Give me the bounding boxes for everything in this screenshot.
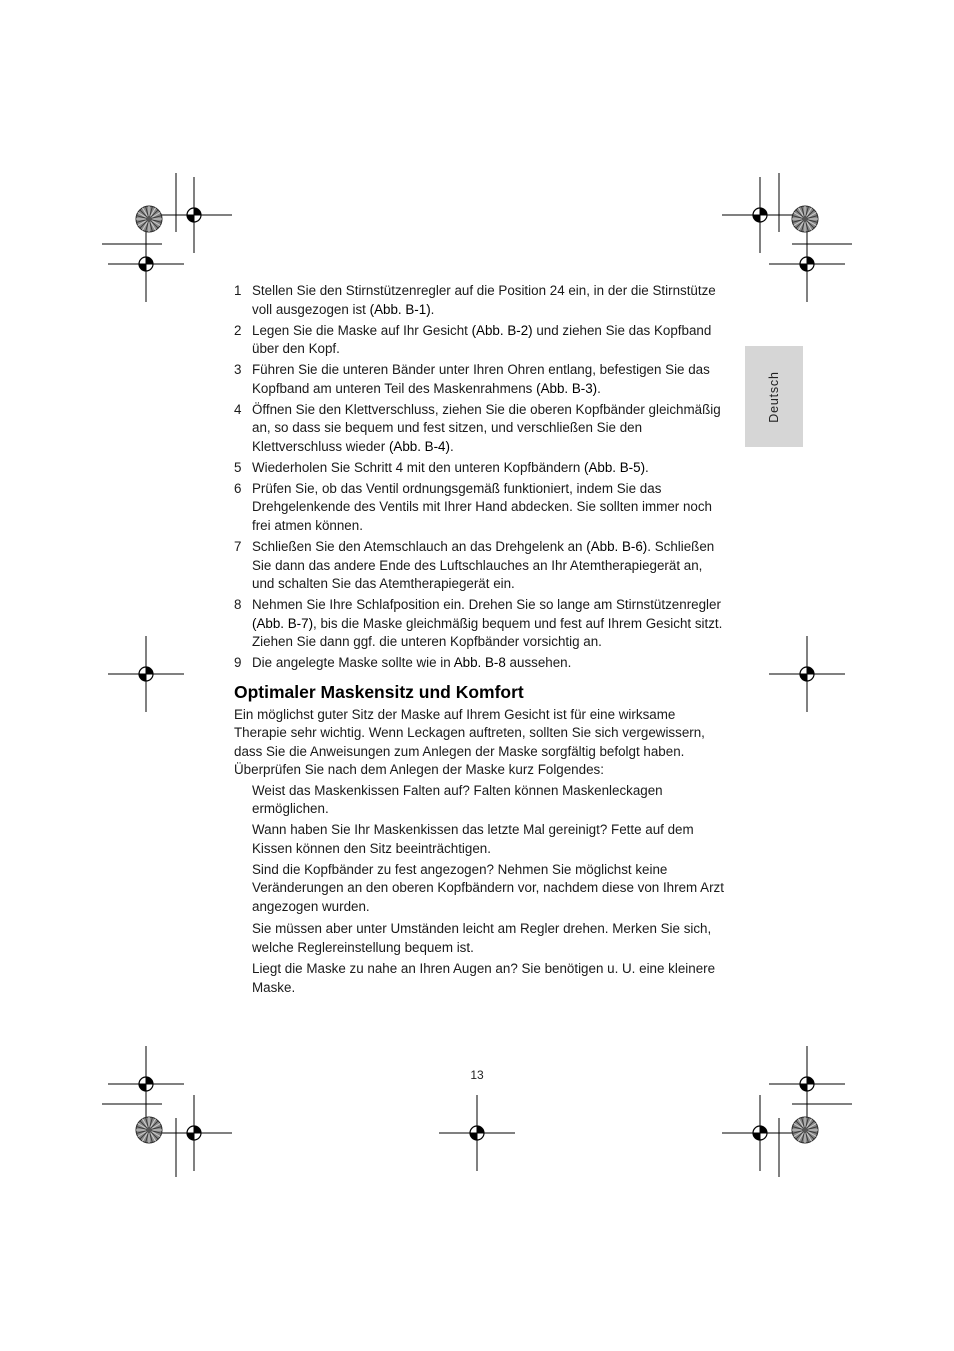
step-item: 2 Legen Sie die Maske auf Ihr Gesicht (Abb. B-2) und ziehen Sie das Kopfband über den Kopf. <box>234 322 712 357</box>
color-star-target-icon <box>136 1117 162 1143</box>
figure-reference: (Abb. B-1) <box>369 301 431 317</box>
figure-reference: (Abb. B-7) <box>252 615 314 631</box>
registration-target-icon <box>439 1095 515 1171</box>
page-content <box>234 282 728 1000</box>
registration-target-icon <box>769 226 845 302</box>
language-tab <box>745 346 803 447</box>
step-item: 8 Nehmen Sie Ihre Schlafposition ein. Drehen Sie so lange am Stirnstützenregler (Abb. B-7), bis die Maske gleichmäßig bequem und fest auf Ihrem Gesicht sitzt. Ziehen Sie dann ggf. die unteren Kopfbänder vorsichtig an. <box>234 597 723 650</box>
registration-target-icon <box>722 1095 798 1171</box>
step-item: 9 Die angelegte Maske sollte wie in Abb. B-8 aussehen. <box>234 655 572 671</box>
checklist-item: Wann haben Sie Ihr Maskenkissen das letzte Mal gereinigt? Fette auf dem Kissen können den Sitz beeinträchtigen. <box>252 822 694 856</box>
color-star-target-icon <box>136 206 162 232</box>
instruction-steps <box>234 282 728 673</box>
section-intro: Ein möglichst guter Sitz der Maske auf Ihrem Gesicht ist für eine wirksame Therapie sehr wichtig. Wenn Leckagen auftreten, sollten Sie sich vergewissern, dass Sie die Anweisungen zum Anlegen der Maske sorgfältig befolgt haben. Überprüfen Sie nach dem Anlegen der Maske kurz Folgendes: <box>234 706 705 778</box>
step-item: 4 Öffnen Sie den Klettverschluss, ziehen Sie die oberen Kopfbänder gleichmäßig an, so dass sie bequem und fest sitzen, und verschließen Sie den Klettverschluss wieder (Abb. B-4). <box>234 401 721 454</box>
registration-target-icon <box>156 1095 232 1171</box>
registration-target-icon <box>156 177 232 253</box>
step-item: 7 Schließen Sie den Atemschlauch an das Drehgelenk an (Abb. B-6). Schließen Sie dann das andere Ende des Luftschlauches an Ihr Atemtherapiegerät an, und schalten Sie das Atemtherapiegerät ein. <box>234 539 715 592</box>
step-item: 5 Wiederholen Sie Schritt 4 mit den unteren Kopfbändern (Abb. B-5). <box>234 459 649 475</box>
language-tab-label: Deutsch <box>767 370 781 423</box>
figure-reference: (Abb. B-3) <box>536 380 598 396</box>
step-item: 1 Stellen Sie den Stirnstützenregler auf die Position 24 ein, in der die Stirnstütze voll ausgezogen ist (Abb. B-1). <box>234 283 716 317</box>
checklist-item: Sind die Kopfbänder zu fest angezogen? Nehmen Sie möglichst keine Veränderungen an den oberen Kopfbändern vor, nachdem diese von Ihrem Arzt angezogen wurden. <box>252 861 724 914</box>
figure-reference: (Abb. B-4) <box>388 438 450 454</box>
page-number: 13 <box>470 1068 484 1082</box>
registration-target-icon <box>108 226 184 302</box>
section-heading: Optimaler Maskensitz und Komfort <box>234 681 524 702</box>
fit-checklist <box>234 782 728 997</box>
figure-reference: (Abb. B-2) <box>471 322 533 338</box>
figure-reference: (Abb. B-6) <box>586 539 648 555</box>
figure-reference: Abb. B-8 <box>453 655 506 671</box>
checklist-item: Liegt die Maske zu nahe an Ihren Augen an? Sie benötigen u. U. eine kleinere Maske. <box>252 961 716 995</box>
step-item: 3 Führen Sie die unteren Bänder unter Ihren Ohren entlang, befestigen Sie das Kopfband am unteren Teil des Maskenrahmens (Abb. B-3). <box>234 362 710 396</box>
registration-target-icon <box>108 636 184 712</box>
color-star-target-icon <box>792 206 818 232</box>
step-item: 6 Prüfen Sie, ob das Ventil ordnungsgemäß funktioniert, indem Sie das Drehgelenkende des Ventils mit Ihrer Hand abdecken. Sie sollten immer noch frei atmen können. <box>234 480 712 533</box>
registration-target-icon <box>769 1046 845 1122</box>
registration-target-icon <box>769 636 845 712</box>
registration-target-icon <box>108 1046 184 1122</box>
registration-target-icon <box>722 177 798 253</box>
color-star-target-icon <box>792 1117 818 1143</box>
checklist-item: Weist das Maskenkissen Falten auf? Falten können Maskenleckagen ermöglichen. <box>252 782 663 817</box>
figure-reference: (Abb. B-5) <box>584 459 646 475</box>
checklist-item: Sie müssen aber unter Umständen leicht am Regler drehen. Merken Sie sich, welche Reglereinstellung bequem ist. <box>252 921 712 955</box>
